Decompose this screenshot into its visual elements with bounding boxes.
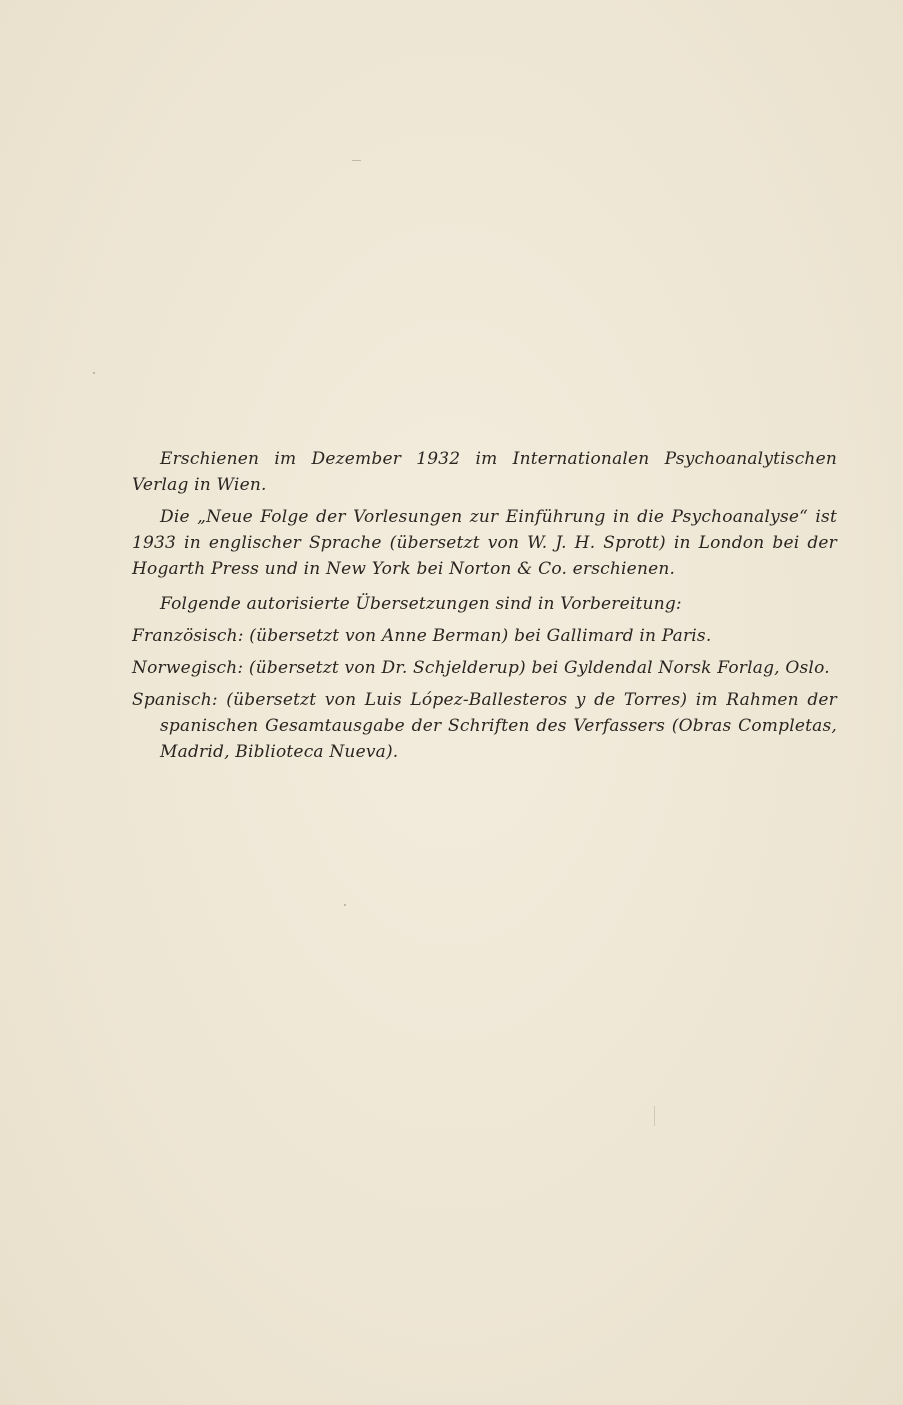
publication-note: Erschienen im Dezember 1932 im Internationalen Psychoanalytischen Verlag in Wien.	[132, 449, 837, 495]
translations-heading: Folgende autorisierte Übersetzungen sind in Vorbereitung:	[160, 594, 682, 614]
translation-french: Französisch: (übersetzt von Anne Berman) bei Gallimard in Paris.	[132, 626, 712, 646]
paper-speck	[352, 160, 361, 161]
paper-speck	[654, 1106, 655, 1126]
paper-speck	[344, 904, 346, 906]
translation-spanish: Spanisch: (übersetzt von Luis López-Ballesteros y de Torres) im Rahmen der spanischen Gesamtausgabe der Schriften des Verfassers (Obras Completas, Madrid, Biblioteca Nueva).	[132, 690, 837, 762]
colophon-text	[132, 446, 837, 765]
english-edition-note: Die „Neue Folge der Vorlesungen zur Einführung in die Psychoanalyse“ ist 1933 in englischer Sprache (übersetzt von W. J. H. Sprott) in London bei der Hogarth Press und in New York bei Norton & Co. erschienen.	[132, 507, 837, 579]
paper-speck	[93, 372, 95, 374]
translation-norwegian: Norwegisch: (übersetzt von Dr. Schjelderup) bei Gyldendal Norsk Forlag, Oslo.	[132, 658, 830, 678]
